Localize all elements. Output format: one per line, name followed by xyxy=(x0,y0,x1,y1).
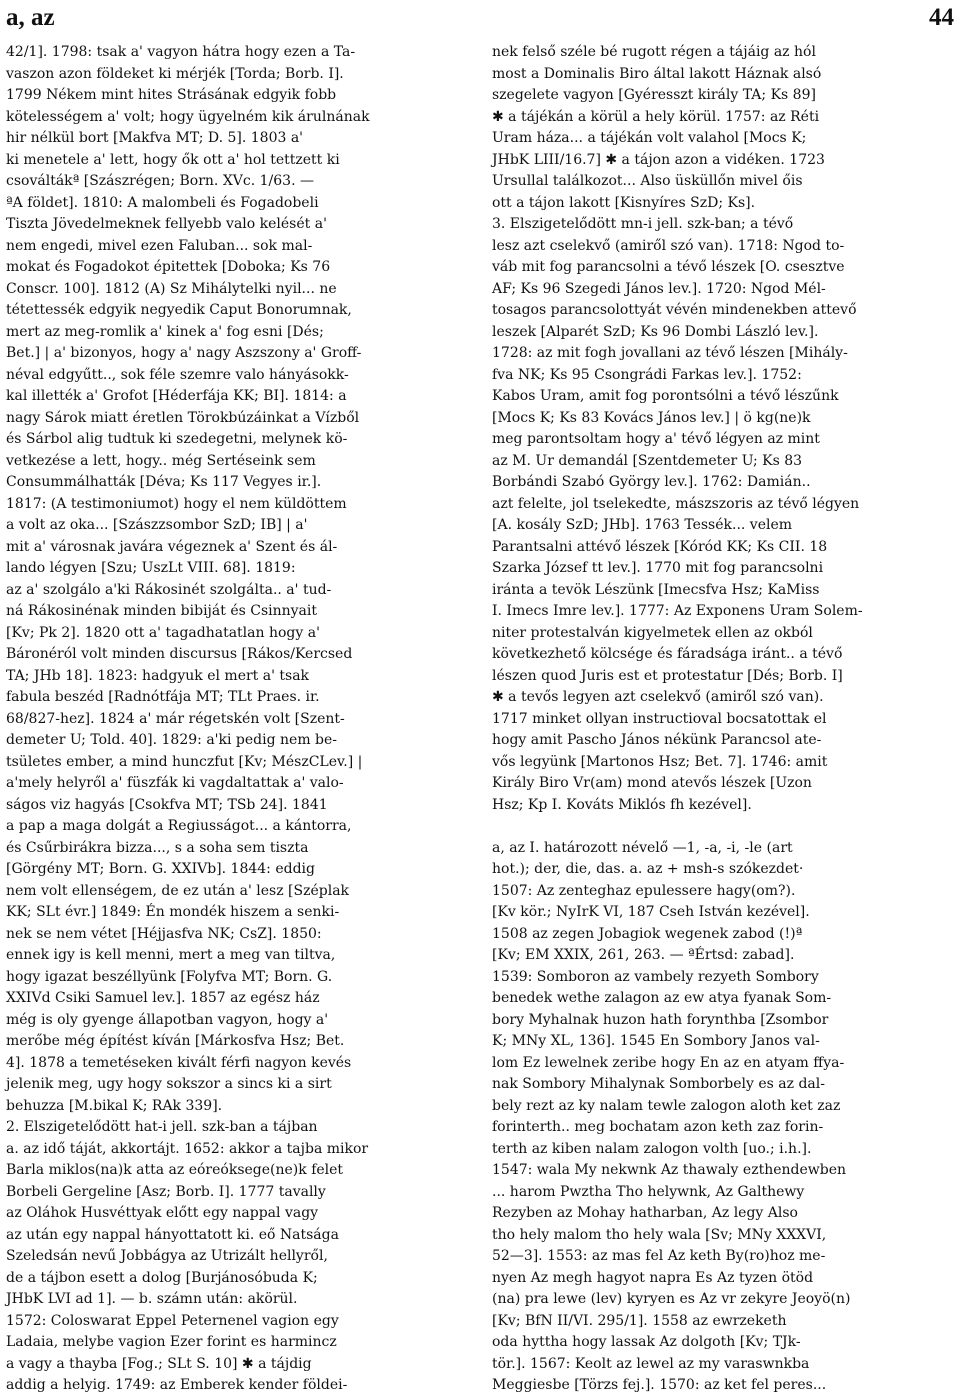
text-line: 1817: (A testimoniumot) hogy el nem küldöttem xyxy=(6,495,347,512)
text-line: ✱ a tevős legyen azt cselekvő (amiről szó van). xyxy=(492,689,824,705)
text-line: kal illették a' Grofot [Héderfája KK; BI]. 1814: a xyxy=(6,388,347,404)
text-line: 1799 Nékem mint hites Strásának edgyik fobb xyxy=(6,87,337,103)
text-line: [Görgény MT; Born. G. XXIVb]. 1844: eddig xyxy=(6,861,315,877)
text-line: Szeledsán nevű Jobbágya az Utrizált hellyről, xyxy=(6,1248,328,1264)
text-line: mit a' városnak javára végeznek a' Szent és ál- xyxy=(6,538,338,555)
right-column xyxy=(492,42,954,1393)
text-line: ki menetele a' lett, hogy ők ott a' hol tettzett ki xyxy=(6,151,340,168)
text-line: az M. Ur demandál [Szentdemeter U; Ks 83 xyxy=(492,452,803,469)
text-line: [Kv; EM XXIX, 261, 263. — ªÉrtsd: zabad]. xyxy=(492,947,795,963)
text-line: nem engedi, mivel ezen Faluban... sok mal- xyxy=(6,237,313,254)
text-line: 3. Elszigetelődött mn-i jell. szk-ban; a tévő xyxy=(492,216,794,232)
text-line: JHbK LIII/16.7] ✱ a tájon azon a vidéken. 1723 xyxy=(492,151,825,168)
text-line: [A. kosály SzD; JHb]. 1763 Tessék... velem xyxy=(492,517,793,533)
text-line: tsületes ember, a mind hunczfut [Kv; MészCLev.] | xyxy=(6,753,363,770)
text-line: bely rezt az ky nalam tewle zalogon aloth ket zaz xyxy=(492,1097,841,1114)
text-line: ªA földet]. 1810: A malombeli és Fogadobeli xyxy=(6,194,319,211)
text-line: még is oly gyenge állapotban vagyon, hogy a' xyxy=(6,1011,329,1028)
text-line: 4]. 1878 a temetéseken kivált férfi nagyon kevés xyxy=(6,1054,352,1071)
text-line: Parantsalni attévő lészek [Kóród KK; Ks CII. 18 xyxy=(492,538,828,555)
text-line: tosagos parancsolottyát vévén mindenekben attevő xyxy=(492,302,857,318)
text-line: 42/1]. 1798: tsak a' vagyon hátra hogy ezen a Ta- xyxy=(6,44,356,60)
text-line: I. Imecs Imre lev.]. 1777: Az Exponens Uram Solem- xyxy=(492,603,863,619)
text-line: ✱ a tájékán a körül a hely körül. 1757: az Réti xyxy=(492,108,820,125)
text-line: merőbe még építést kíván [Márkosfva Hsz; Bet. xyxy=(6,1033,345,1049)
text-line: JHbK LVI ad 1]. — b. számn után: akörül. xyxy=(6,1291,298,1307)
text-line: ná Rákosinénak minden bibiját és Csinnyait xyxy=(6,603,318,619)
text-line: AF; Ks 96 Szegedi János lev.]. 1720: Ngod Mél- xyxy=(492,280,826,297)
text-line: és Csűrbirákra bizza..., s a soha sem tiszta xyxy=(6,839,309,856)
text-line: oda hyttha hogy lassak Az dolgoth [Kv; TJk- xyxy=(492,1334,801,1350)
text-line: a vagy a thayba [Fog.; SLt S. 10] ✱ a tájdig xyxy=(6,1355,312,1372)
text-line: Szarka József tt lev.]. 1770 mit fog parancsolni xyxy=(492,560,824,576)
text-line: Rezyben az Mohay hatharban, Az legy Also xyxy=(492,1205,798,1221)
text-line: a volt az oka... [Szászzsombor SzD; IB] | a' xyxy=(6,517,308,533)
text-line: Barla miklos(na)k atta az eóreóksege(ne)k felet xyxy=(6,1162,344,1178)
text-line: ... harom Pwztha Tho helywnk, Az Galthewy xyxy=(492,1183,805,1200)
text-line: behuzza [M.bikal K; RAk 339]. xyxy=(6,1097,223,1114)
text-line: 1547: wala My nekwnk Az thawaly ezthendewben xyxy=(492,1162,847,1178)
text-line: mert az meg-romlik a' kinek a' fog esni [Dés; xyxy=(6,323,324,340)
text-line: Ursullal találkozot... Also üsküllőn mivel őis xyxy=(492,173,803,189)
text-line: jelenik meg, ugy hogy sokszor a sincs ki a sirt xyxy=(6,1076,332,1092)
text-line: tör.]. 1567: Keolt az lewel az my varaswnkba xyxy=(492,1355,810,1372)
text-line: az Oláhok Husvéttyak előtt egy nappal vagy xyxy=(6,1205,319,1221)
text-line: hogy igazat beszéllyünk [Folyfva MT; Born. G. xyxy=(6,968,333,985)
text-line: iránta a tevök Lészünk [Imecsfva Hsz; KaMiss xyxy=(492,581,820,598)
text-line: lom Ez lewelnek zeribe hogy En az en atyam ffya- xyxy=(492,1054,845,1071)
text-line: 1572: Coloswarat Eppel Peternenel vagion egy xyxy=(6,1312,339,1329)
text-line: Conscr. 100]. 1812 (A) Sz Mihálytelki nyil... ne xyxy=(6,280,337,297)
text-line: nek se nem vétet [Héjjasfva NK; CsZ]. 1850: xyxy=(6,925,322,942)
text-line: 1717 minket ollyan instructioval bocsatottak el xyxy=(492,710,827,727)
text-line: vetkezése a lett, hogy.. még Sertéseink sem xyxy=(6,452,316,469)
text-line: váb mit fog parancsolni a tévő lészek [O. csesztve xyxy=(492,259,845,275)
text-line: 1728: az mit fogh jovallani az tévő lészen [Mihály- xyxy=(492,345,848,361)
text-line: forinterth.. meg bochatam azon keth zaz forin- xyxy=(492,1119,824,1135)
text-line: leszek [Alparét SzD; Ks 96 Dombi László lev.]. xyxy=(492,323,819,340)
text-line: ennek igy is kell menni, mert a meg van tiltva, xyxy=(6,947,336,963)
text-line: [Kv; BfN II/VI. 295/1]. 1558 az ewrzeketh xyxy=(492,1312,787,1329)
left-column xyxy=(6,42,472,1393)
text-line: a pap a maga dolgát a Regiusságot... a kántorra, xyxy=(6,818,352,834)
text-line: terth az kiben nalam zalogon volth [uo.; i.h.]. xyxy=(492,1140,812,1157)
text-line: [Kv; Pk 2]. 1820 ott a' tagadhatatlan hogy a' xyxy=(6,624,320,641)
text-line: ságos viz hagyás [Csokfva MT; TSb 24]. 1841 xyxy=(6,796,328,813)
text-line: lészen quod Juris est et protestatur [Dés; Borb. I] xyxy=(492,667,843,684)
text-line: lesz azt cselekvő (amiről szó van). 1718: Ngod to- xyxy=(492,237,845,254)
text-line: benedek wethe zalagon az ew atya fyanak Som- xyxy=(492,990,832,1006)
text-line: ott a tájon lakott [Kisnyíres SzD; Ks]. xyxy=(492,194,756,211)
text-line: meg parontsoltam hogy a' tévő légyen az mint xyxy=(492,431,820,447)
page-header xyxy=(0,0,960,34)
text-line: a. az idő táját, akkortájt. 1652: akkor a tajba mikor xyxy=(6,1140,369,1157)
text-line: következhető kölcsége és fáradsága iránt.. a tévő xyxy=(492,646,843,662)
text-line: nyen Az megh hagyot napra Es Az tyzen ötöd xyxy=(492,1269,814,1286)
text-line xyxy=(492,816,954,838)
text-line: mokat és Fogadokot épitettek [Doboka; Ks 76 xyxy=(6,259,331,275)
text-line: nek felső széle bé rugott régen a tájáig az hól xyxy=(492,44,816,60)
text-line: 1508 az zegen Jobagiok wegenek zabod (!)ª xyxy=(492,925,803,942)
text-line: tétettessék edgyik negyedik Caput Bonorumnak, xyxy=(6,302,352,318)
text-line: K; MNy XL, 136]. 1545 En Sombory Janos val- xyxy=(492,1033,820,1049)
page-number: 44 xyxy=(929,4,954,31)
text-line: kötelességem a' volt; hogy ügyelném kik árulnának xyxy=(6,108,370,125)
text-line: 52—3]. 1553: az mas fel Az keth By(ro)hoz me- xyxy=(492,1248,826,1264)
text-line: (na) pra lewe (lev) kyryen es Az vr zekyre Jeoyö(n) xyxy=(492,1291,851,1307)
text-line: 1539: Somboron az vambely rezyeth Sombory xyxy=(492,968,819,985)
text-line: Ladaia, melybe vagion Ezer forint es harmincz xyxy=(6,1334,337,1350)
text-line: Consummálhatták [Déva; Ks 117 Vegyes ir.]. xyxy=(6,474,322,490)
text-line: 1507: Az zenteghaz epulessere hagy(om?). xyxy=(492,882,796,899)
text-line: hir nélkül bort [Makfva MT; D. 5]. 1803 a' xyxy=(6,130,304,146)
text-line: Meggiesbe [Törzs fej.]. 1570: az ket fel peres... xyxy=(492,1377,827,1393)
text-line: csováltákª [Szászrégen; Born. XVc. 1/63. — xyxy=(6,173,314,189)
text-line: Bet.] | a' bizonyos, hogy a' nagy Aszszony a' Groff- xyxy=(6,345,362,361)
text-line: 68/827-hez]. 1824 a' már régetskén volt [Szent- xyxy=(6,710,345,727)
text-line: nak Sombory Mihalynak Somborbely es az dal- xyxy=(492,1076,825,1092)
text-line: most a Dominalis Biro által lakott Háznak alsó xyxy=(492,65,822,82)
text-line: Báronéról volt minden discursus [Rákos/Kercsed xyxy=(6,646,353,662)
text-line: KK; SLt évr.] 1849: Én mondék hiszem a senki- xyxy=(6,904,340,920)
text-line: az a' szolgálo a'ki Rákosinét szolgálta.. a' tud- xyxy=(6,581,332,598)
text-line: hogy amit Pascho János nékünk Parancsol ate- xyxy=(492,732,822,748)
text-line: fva NK; Ks 95 Csongrádi Farkas lev.]. 1752: xyxy=(492,366,802,383)
text-line: az után egy nappal hányottatott ki. eő Natsága xyxy=(6,1226,339,1243)
text-line: addig a helyig. 1749: az Emberek kender földei- xyxy=(6,1377,348,1393)
text-line: vaszon azon földeket ki mérjék [Torda; Borb. I]. xyxy=(6,65,344,82)
text-line: a, az I. határozott névelő —1, -a, -i, -le (art xyxy=(492,839,793,856)
text-line: Hsz; Kp I. Kováts Miklós fh kezével]. xyxy=(492,796,752,813)
text-line: niter protestalván kigyelmetek ellen az okból xyxy=(492,624,813,641)
text-line: 2. Elszigetelődött hat-i jell. szk-ban a tájban xyxy=(6,1119,318,1135)
text-line: Király Biro Vr(am) mond atevős lészek [Uzon xyxy=(492,775,812,791)
text-line: bory Myhalnak huzon hath forynthba [Zsombor xyxy=(492,1011,829,1028)
text-line: tho hely malom tho hely wala [Sv; MNy XXXVI, xyxy=(492,1226,827,1243)
text-line: nagy Sárok miatt éretlen Törokbúzáinkat a Vízből xyxy=(6,409,360,426)
text-line: hot.); der, die, das. a. az + msh-s szókezdet· xyxy=(492,861,804,877)
text-line: de a tájbon esett a dolog [Burjánosóbuda K; xyxy=(6,1269,318,1286)
text-line: fabula beszéd [Radnótfája MT; TLt Praes. ir. xyxy=(6,689,320,705)
text-line: Tiszta Jövedelmeknek fellyebb valo kelését a' xyxy=(6,216,327,232)
text-line: [Mocs K; Ks 83 Kovács János lev.] | ö kg(ne)k xyxy=(492,409,811,426)
running-headword: a, az xyxy=(6,4,55,31)
text-line: Uram háza... a tájékán volt valahol [Mocs K; xyxy=(492,130,807,146)
text-line: Kabos Uram, amit fog porontsólni a tévő lészűnk xyxy=(492,388,839,404)
text-line: [Kv kör.; NyIrK VI, 187 Cseh István kezével]. xyxy=(492,904,810,920)
text-line: szegelete vagyon [Gyéresszt király TA; Ks 89] xyxy=(492,87,816,103)
text-line: azt felelte, jol tselekedte, mászszoris az tévő légyen xyxy=(492,495,860,512)
text-line: demeter U; Told. 40]. 1829: a'ki pedig nem be- xyxy=(6,732,338,748)
text-line: XXIVd Csiki Samuel lev.]. 1857 az egész ház xyxy=(6,990,320,1006)
text-line: TA; JHb 18]. 1823: hadgyuk el mert a' tsak xyxy=(6,667,310,684)
text-line: nem volt ellenségem, de ez után a' lesz [Széplak xyxy=(6,882,350,899)
text-line: vős legyünk [Martonos Hsz; Bet. 7]. 1746: amit xyxy=(492,753,828,770)
text-line: Borbeli Gergeline [Asz; Borb. I]. 1777 tavally xyxy=(6,1183,326,1200)
text-line: néval edgyűtt.., sok féle szemre valo hányásokk- xyxy=(6,366,349,383)
text-line: Borbándi Szabó György lev.]. 1762: Damián.. xyxy=(492,474,811,490)
text-line: a'mely helyről a' füszfák ki vagdaltattak a' valo- xyxy=(6,775,344,791)
text-line: lando légyen [Szu; UszLt VIII. 68]. 1819: xyxy=(6,560,296,576)
text-line: és Sárbol alig tudtuk ki szedegetni, melynek kö- xyxy=(6,431,348,447)
